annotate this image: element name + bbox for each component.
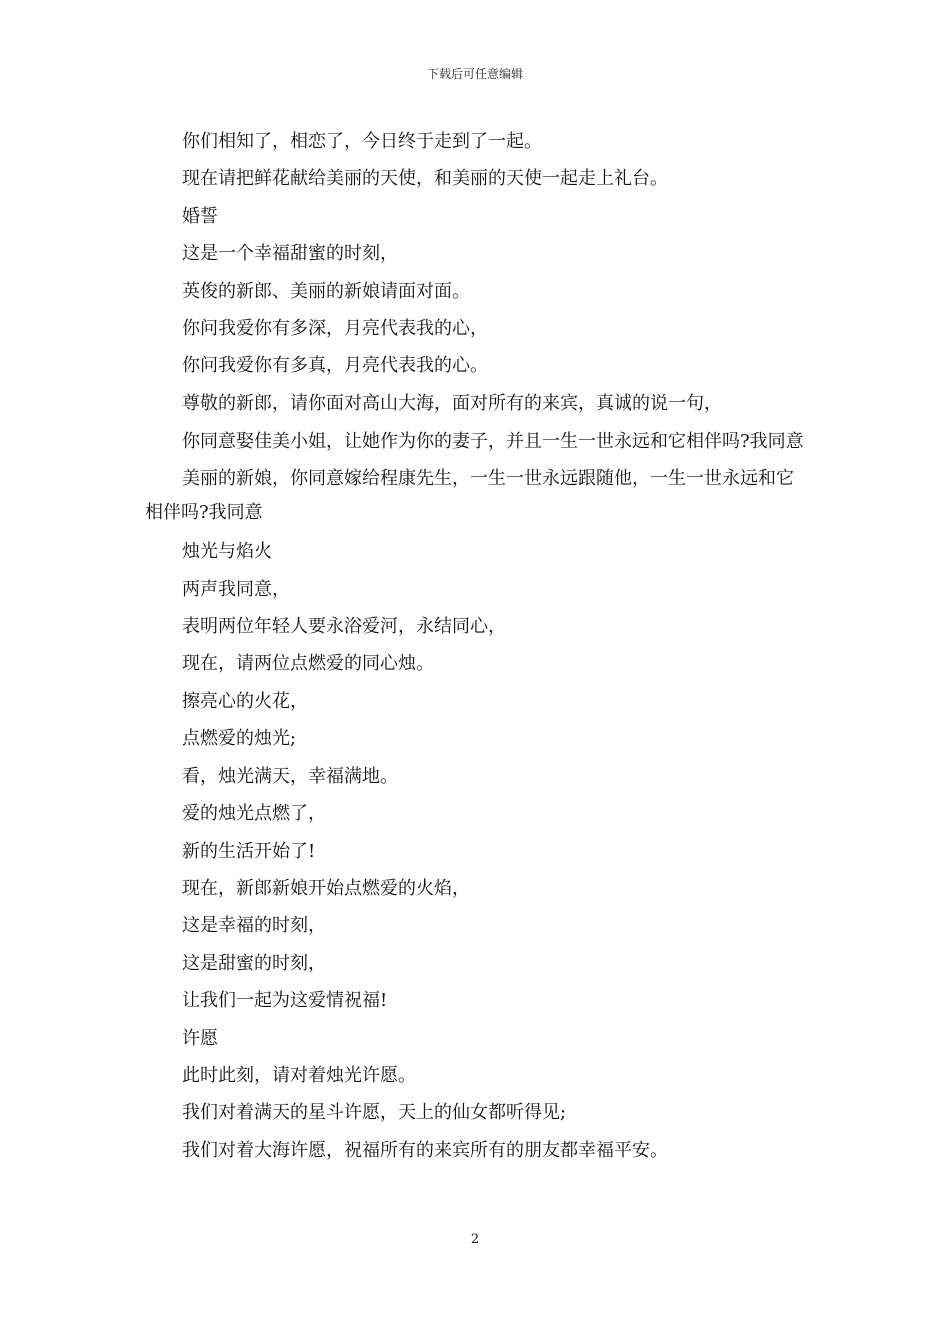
text-line: 我们对着满天的星斗许愿，天上的仙女都听得见; bbox=[182, 1102, 567, 1124]
text-paragraph: 你同意娶佳美小姐，让她作为你的妻子，并且一生一世永远和它相伴吗?我同意 bbox=[182, 431, 804, 453]
text-line: 点燃爱的烛光; bbox=[182, 728, 297, 750]
text-line: 两声我同意， bbox=[182, 578, 290, 600]
page-number: 2 bbox=[470, 1232, 480, 1247]
text-line: 此时此刻，请对着烛光许愿。 bbox=[182, 1064, 416, 1086]
text-line: 你问我爱你有多真，月亮代表我的心。 bbox=[182, 355, 488, 377]
text-line: 你们相知了，相恋了，今日终于走到了一起。 bbox=[182, 131, 542, 152]
text-line: 现在请把鲜花献给美丽的天使，和美丽的天使一起走上礼台。 bbox=[182, 168, 668, 190]
page-header: 下载后可任意编辑 bbox=[426, 67, 523, 81]
text-line: 尊敬的新郎，请你面对高山大海，面对所有的来宾，真诚的说一句， bbox=[182, 392, 722, 414]
text-line: 让我们一起为这爱情祝福! bbox=[182, 990, 388, 1012]
text-line: 这是一个幸福甜蜜的时刻， bbox=[182, 243, 398, 265]
text-line: 现在，请两位点燃爱的同心烛。 bbox=[182, 653, 434, 675]
text-line: 新的生活开始了! bbox=[182, 840, 316, 862]
text-line: 擦亮心的火花， bbox=[182, 690, 308, 712]
section-heading-candlelight: 烛光与焰火 bbox=[182, 541, 272, 563]
text-line: 看，烛光满天，幸福满地。 bbox=[182, 765, 398, 787]
text-line: 爱的烛光点燃了， bbox=[182, 803, 326, 825]
text-line: 这是幸福的时刻， bbox=[182, 915, 326, 937]
text-line: 表明两位年轻人要永浴爱河，永结同心， bbox=[182, 616, 506, 638]
text-line: 这是甜蜜的时刻， bbox=[182, 952, 326, 974]
document-body bbox=[145, 123, 810, 1169]
text-paragraph: 美丽的新娘，你同意嫁给程康先生，一生一世永远跟随他，一生一世永远和它相伴吗?我同意 bbox=[145, 468, 794, 524]
text-line: 我们对着大海许愿，祝福所有的来宾所有的朋友都幸福平安。 bbox=[182, 1139, 668, 1161]
section-heading-wish: 许愿 bbox=[182, 1027, 218, 1049]
text-line: 现在，新郎新娘开始点燃爱的火焰， bbox=[182, 877, 470, 899]
section-heading-vows: 婚誓 bbox=[182, 205, 218, 227]
text-line: 你问我爱你有多深，月亮代表我的心， bbox=[182, 318, 488, 340]
text-line: 英俊的新郎、美丽的新娘请面对面。 bbox=[182, 280, 470, 302]
